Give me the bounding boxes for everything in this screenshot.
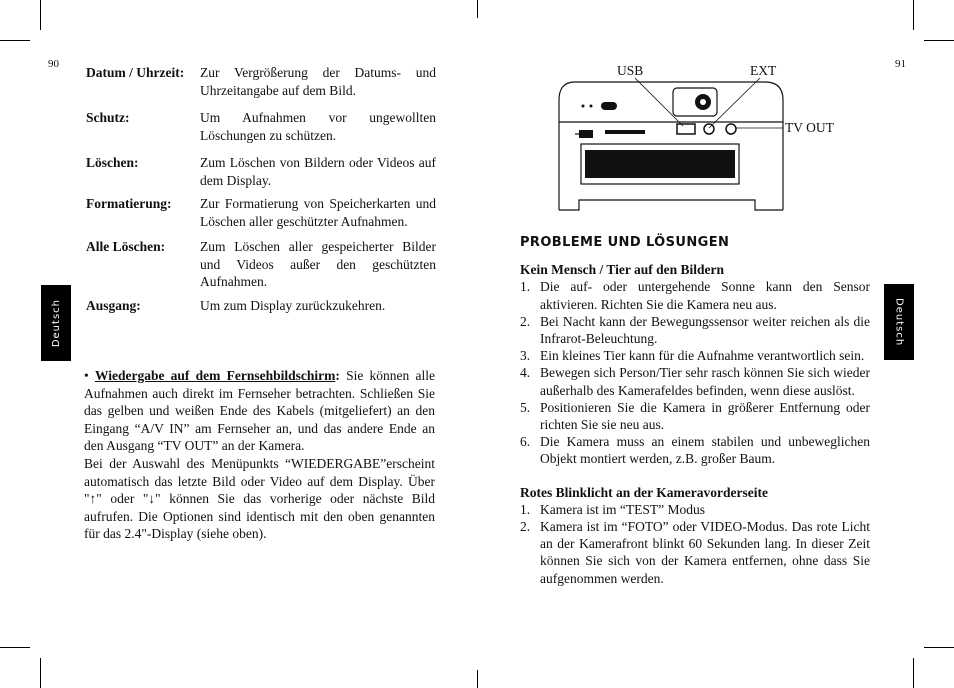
ext-port-center: [700, 99, 706, 105]
ext-label: EXT: [750, 63, 777, 78]
definition-row: [86, 64, 436, 99]
section-heading: Wiedergabe auf dem Fernsehbildschirm: [94, 368, 336, 383]
problem-title: Rotes Blinklicht an der Kameravorderseite: [520, 484, 768, 500]
crop-mark: [924, 647, 954, 648]
definition-text: Zum Löschen von Bildern oder Videos auf dem Display.: [200, 155, 436, 188]
definition-term: Alle Löschen:: [86, 239, 166, 254]
definition-text: Um Aufnahmen vor ungewollten Löschungen zu schützen.: [200, 110, 436, 143]
crop-mark: [477, 670, 478, 688]
label-strip: [605, 130, 645, 134]
language-tab-label: Deutsch: [893, 297, 905, 347]
list-item: 2. Bei Nacht kann der Bewegungssensor weiter reichen als die Infrarot-Beleuchtung.: [520, 313, 870, 347]
definition-row: [86, 109, 436, 144]
definition-text: Zur Formatierung von Speicherkarten und Löschen aller geschützter Aufnahmen.: [200, 196, 436, 229]
camera-illustration: [555, 60, 855, 220]
list-item: 1. Die auf- oder untergehende Sonne kann den Sensor aktivieren. Richten Sie die Kamera neu aus.: [520, 279, 870, 312]
crop-mark: [924, 40, 954, 41]
heading-colon: :: [335, 368, 340, 383]
solution-list: [520, 501, 870, 587]
crop-mark: [0, 647, 30, 648]
list-item: 6. Die Kamera muss an einem stabilen und unbeweglichen Objekt montiert werden, z.B. großer Baum.: [520, 434, 870, 467]
bullet: •: [84, 368, 89, 383]
definition-row: [86, 297, 436, 315]
definition-term: Löschen:: [86, 155, 139, 170]
page-number-right: 91: [895, 58, 906, 70]
definition-term: Ausgang:: [86, 297, 141, 313]
language-tab-left: [41, 285, 71, 361]
tv-playback-section: [84, 367, 435, 543]
troubleshooting-section: [520, 234, 870, 603]
tv-paragraph-2: Bei der Auswahl des Menüpunkts “WIEDERGABE”erscheint automatisch das letzte Bild oder Video auf dem Display. Über "↑" oder "↓" können Sie das vorherige oder nächste Bild aufrufen. Die Optionen sind identisch mit den oben genannten für das 2.4"-Display (siehe oben).: [84, 455, 435, 542]
usb-leader-line: [635, 78, 683, 126]
language-tab-label: Deutsch: [50, 298, 62, 348]
led-dot: [590, 105, 593, 108]
tv-out-port: [704, 124, 714, 134]
page-number-left: 90: [48, 58, 59, 70]
list-item: 2. Kamera ist im “FOTO” oder VIDEO-Modus. Das rote Licht an der Kamerafront blinkt 60 Sekunden lang. In dieser Zeit können Sie sich von der Kamera entfernen, ohne dass Sie aufgenommen werden.: [520, 519, 870, 586]
list-item: 4. Bewegen sich Person/Tier sehr rasch können Sie sich wieder außerhalb des Kamerafeldes befinden, wenn diese auslöst.: [520, 365, 870, 398]
display-panel: [585, 150, 735, 178]
language-tab-right: [884, 284, 914, 360]
definition-term: Datum / Uhrzeit:: [86, 65, 185, 80]
crop-mark: [477, 0, 478, 18]
usb-label: USB: [617, 63, 644, 78]
crop-mark: [913, 658, 914, 688]
crop-mark: [40, 0, 41, 30]
paragraph-text: Sie können alle Aufnahmen auch direkt im Fernseher betrachten. Schließen Sie das gelben und weißen Ende des Kabels (mitgeliefert) an den Eingang “A/V IN” am Fernseher an, und das andere Ende an den Ausgang “TV OUT” an der Kamera.: [84, 368, 435, 454]
camera-ports-diagram: [555, 60, 855, 220]
definition-row: [86, 195, 436, 230]
definition-row: [86, 238, 436, 291]
section-title: PROBLEME UND LÖSUNGEN: [520, 235, 730, 250]
camera-body-outline: [559, 82, 783, 210]
menu-definitions: [86, 64, 436, 315]
tv-out-label: TV OUT: [785, 120, 834, 135]
av-port: [726, 124, 736, 134]
list-item: 3. Ein kleines Tier kann für die Aufnahme verantwortlich sein.: [520, 348, 865, 364]
definition-term: Formatierung:: [86, 196, 172, 211]
problem-title: Kein Mensch / Tier auf den Bildern: [520, 262, 725, 278]
crop-mark: [40, 658, 41, 688]
usb-port: [677, 124, 695, 134]
definition-row: [86, 154, 436, 189]
list-item: 1. Kamera ist im “TEST” Modus: [520, 501, 705, 517]
led-indicator: [601, 102, 617, 110]
definition-text: Zum Löschen aller gespeicherter Bilder und Videos außer den geschützten Aufnahmen.: [200, 239, 436, 289]
definition-text: Um zum Display zurückzukehren.: [200, 297, 386, 313]
crop-mark: [913, 0, 914, 30]
power-switch: [579, 130, 593, 138]
definition-term: Schutz:: [86, 110, 130, 125]
list-item: 5. Positionieren Sie die Kamera in größerer Entfernung oder richten Sie sie neu aus.: [520, 399, 870, 433]
camera-base: [559, 200, 783, 210]
led-dot: [582, 105, 585, 108]
tv-paragraph-1: [84, 367, 435, 455]
definition-text: Zur Vergrößerung der Datums- und Uhrzeitangabe auf dem Bild.: [200, 65, 436, 98]
solution-list: [520, 278, 870, 467]
crop-mark: [0, 40, 30, 41]
